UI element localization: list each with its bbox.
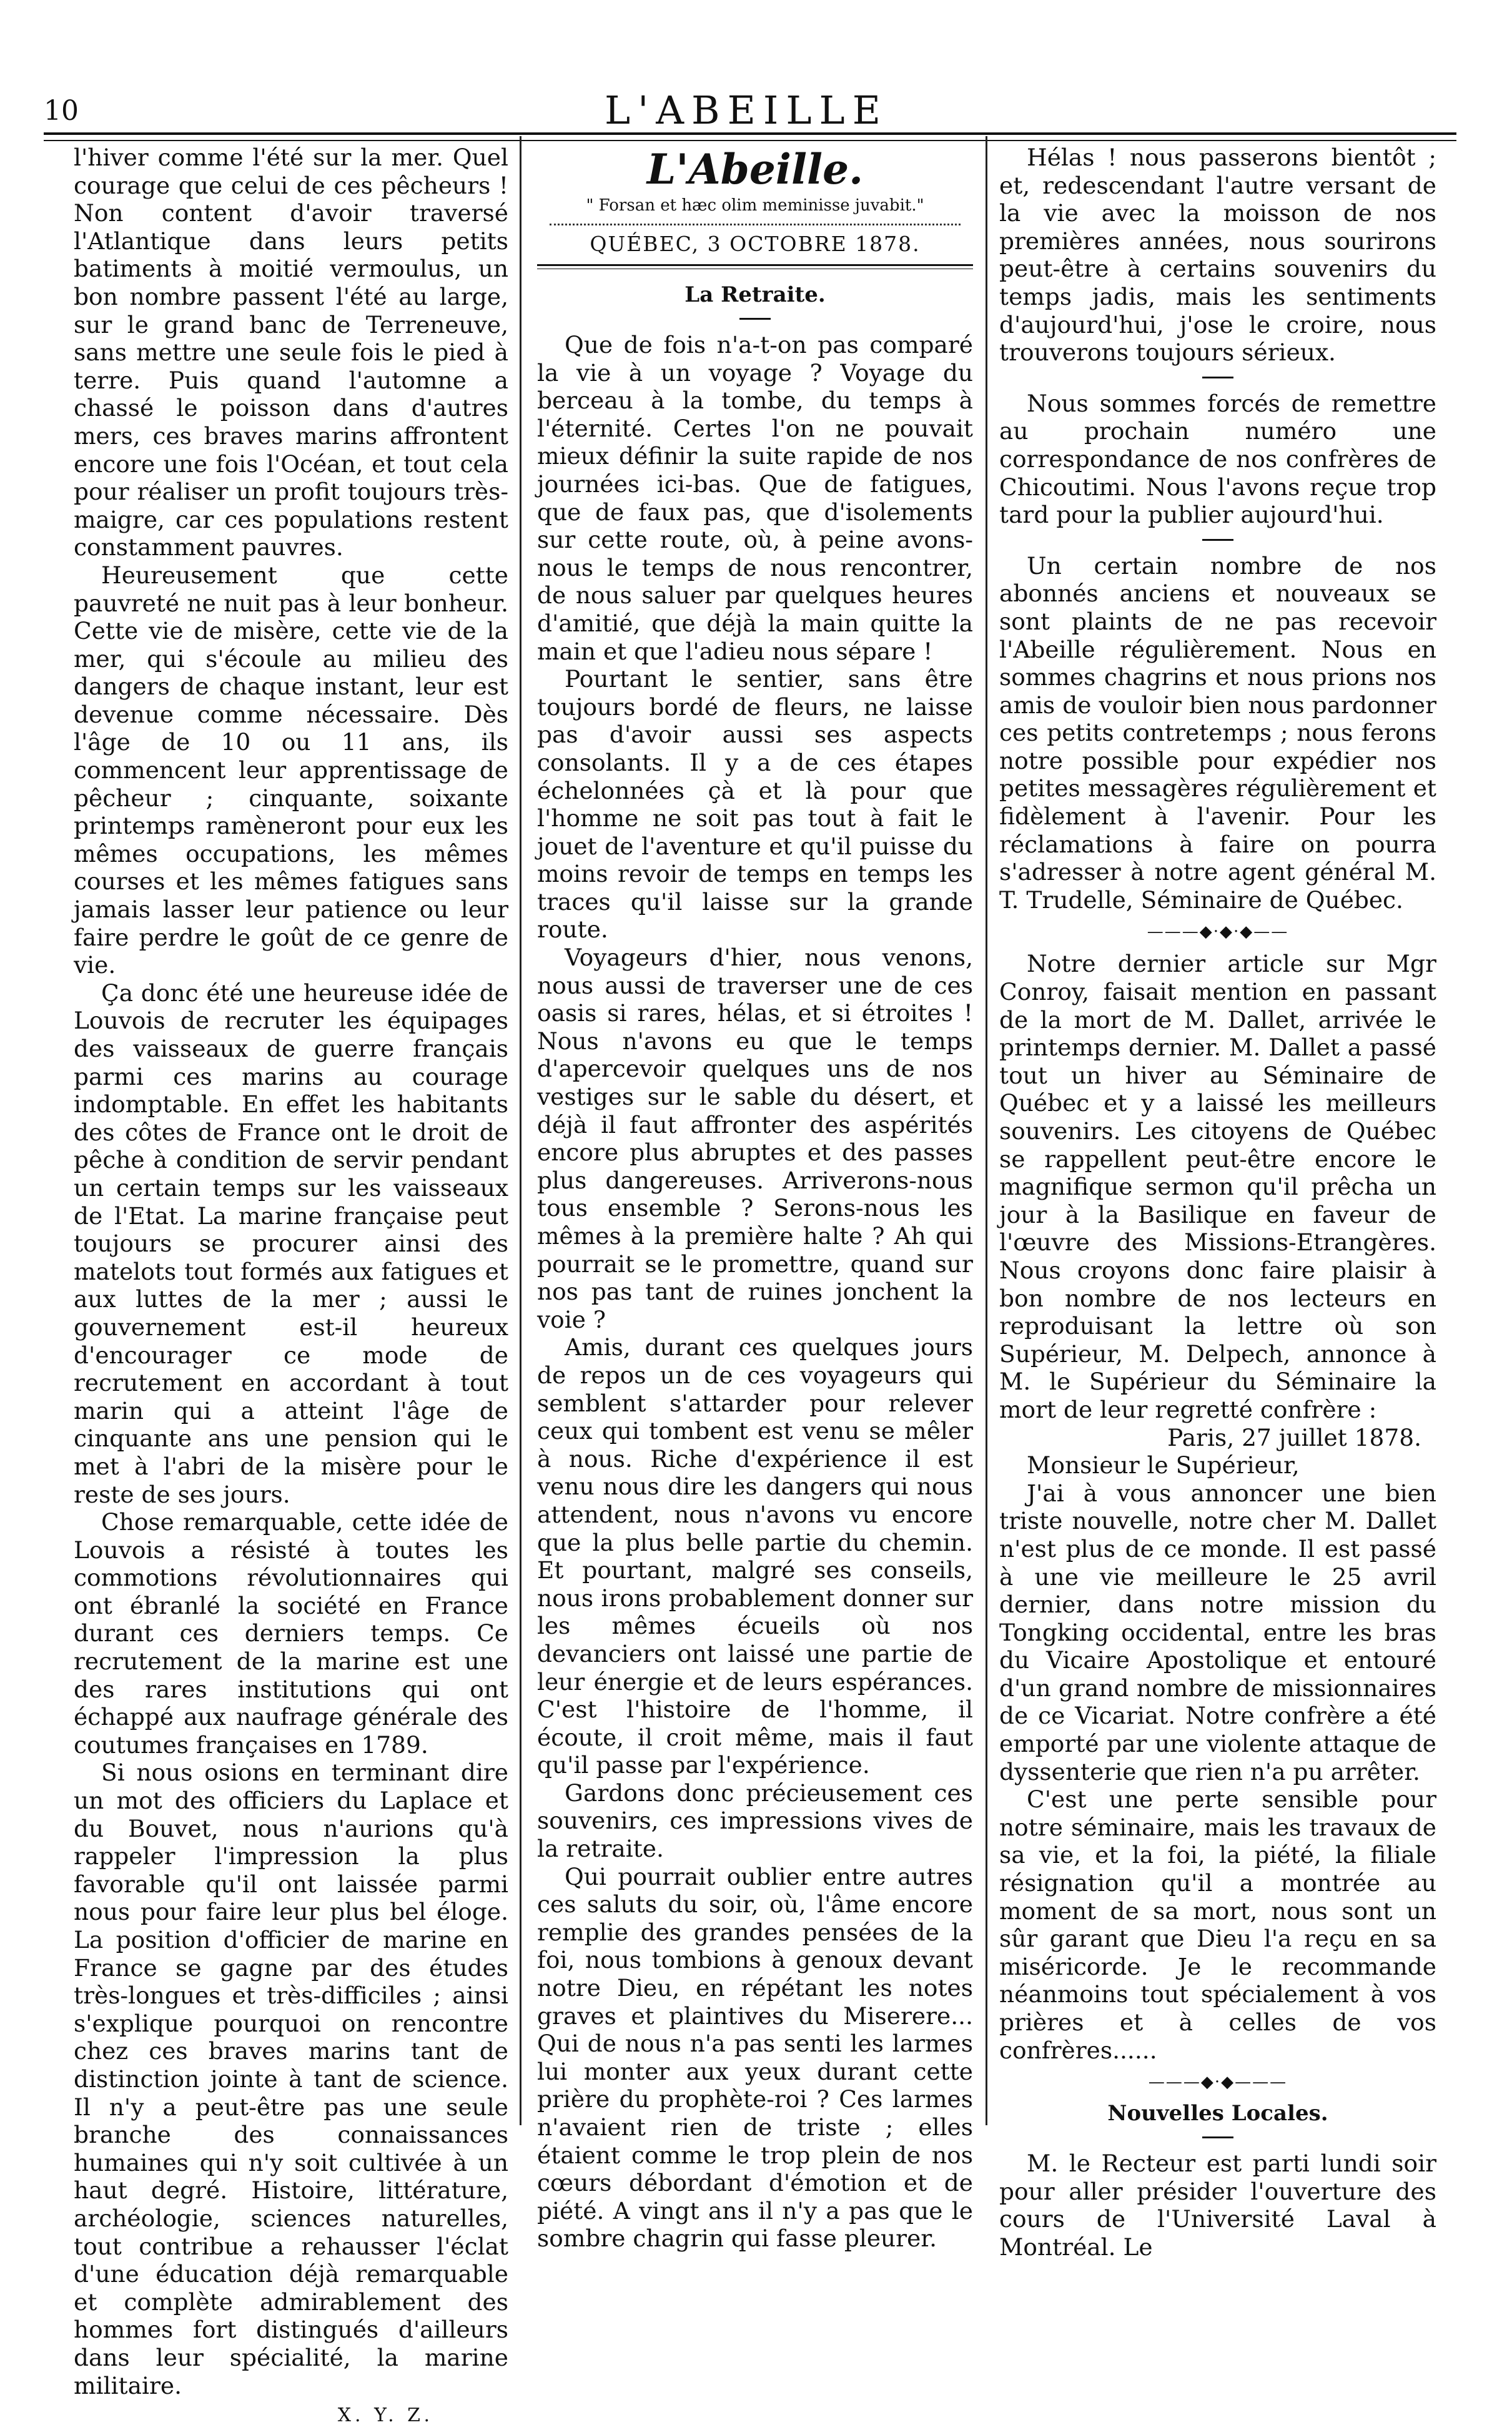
article-paragraph: M. le Recteur est parti lundi soir pour aller présider l'ouverture des cours de l'Université Laval à Montréal. Le (999, 2150, 1436, 2261)
ornament-divider: ———◆·◆——— (1148, 2073, 1288, 2092)
column-rule (986, 136, 987, 2125)
article-paragraph: Gardons donc précieusement ces souvenirs, ces impressions vives de la retraite. (537, 1779, 973, 1863)
article-paragraph: Notre dernier article sur Mgr Conroy, faisait mention en passant de la mort de M. Dallet, arrivée le printemps dernier. M. Dallet a passé tout un hiver au Séminaire de Québec et y a laissé les meilleurs souvenirs. Les citoyens de Québec se rappellent peut-être encore le magnifique sermon qu'il prêcha un jour à la Basilique en faveur de l'œuvre des Missions-Etrangères. Nous croyons donc faire plaisir à bon nombre de nos lecteurs en reproduisant la lettre où son Supérieur, M. Delpech, annonce à M. le Supérieur du Séminaire la mort de leur regretté confrère : (999, 950, 1436, 1423)
header-rule (44, 132, 1456, 141)
short-rule (1202, 539, 1233, 541)
notice-paragraph: Nous sommes forcés de remettre au prochain numéro une correspondance de nos confrères de Chicoutimi. Nous l'avons reçue trop tard pour la publier aujourd'hui. (999, 389, 1436, 529)
editorial-logo: L'Abeille. (646, 145, 864, 194)
dotted-rule (550, 224, 961, 225)
column-3 (999, 144, 1436, 2261)
article-paragraph: Que de fois n'a-t-on pas comparé la vie à un voyage ? Voyage du berceau à la tombe, du temps à l'éternité. Certes l'on ne pouvait mieux définir la suite rapide de nos journées ici-bas. Que de fatigues, que de faux pas, que d'isolements sur cette route, où, à peine avons-nous le temps de nous rencontrer, de nous saluer par quelques heures d'amitié, que déjà la main quitte la main et que l'adieu nous sépare ! (537, 331, 973, 665)
short-rule (739, 318, 771, 320)
ornament-divider: ———◆·◆·◆—— (1147, 922, 1289, 942)
article-paragraph: Pourtant le sentier, sans être toujours bordé de fleurs, ne laisse pas d'avoir aussi ses aspects consolants. Il y a de ces étapes échelonnées çà et là pour que l'homme ne soit pas tout à fait le jouet de l'aventure et qu'il puisse du moins revoir de temps en temps les traces qu'il laisse sur la grande route. (537, 665, 973, 944)
column-2 (537, 144, 973, 2253)
letter-paragraph: J'ai à vous annoncer une bien triste nouvelle, notre cher M. Dallet n'est plus de ce monde. Il est passé à une vie meilleure le 25 avril dernier, dans notre mission du Tongking occidental, entre les bras du Vicaire Apostolique et entouré d'un grand nombre de missionnaires de ce Vicariat. Notre confrère a été emporté par une violente attaque de dyssenterie que rien n'a pu arrêter. (999, 1479, 1436, 1785)
dateline: QUÉBEC, 3 OCTOBRE 1878. (590, 232, 921, 256)
masthead-title: L'ABEILLE (605, 87, 888, 133)
page-number: 10 (44, 95, 79, 127)
editorial-motto: " Forsan et hæc olim meminisse juvabit." (586, 196, 924, 215)
section-title: La Retraite. (684, 282, 826, 307)
article-paragraph: Heureusement que cette pauvreté ne nuit pas à leur bonheur. Cette vie de misère, cette vie de la mer, qui s'écoule au milieu des dangers de chaque instant, leur est devenue comme nécessaire. Dès l'âge de 10 ou 11 ans, ils commencent leur apprentissage de pêcheur ; cinquante, soixante printemps ramèneront pour eux les mêmes occupations, les mêmes courses et les mêmes fatigues sans jamais lasser leur patience ou leur faire perdre le goût de ce genre de vie. (74, 561, 508, 979)
short-rule (1202, 2136, 1233, 2138)
short-rule (1202, 377, 1233, 378)
column-rule (520, 136, 521, 2125)
letter-salutation: Monsieur le Supérieur, (1027, 1451, 1300, 1479)
article-paragraph: Voyageurs d'hier, nous venons, nous aussi de traverser une de ces oasis si rares, hélas, et si étroites ! Nous n'avons eu que le temps d'apercevoir quelques uns de nos vestiges sur le sable du désert, et déjà il faut affronter des aspérités encore plus abruptes et des passes plus dangereuses. Arriverons-nous tous ensemble ? Serons-nous les mêmes à la première halte ? Ah qui pourrait se le promettre, quand sur nos pas tant de ruines jonchent la voie ? (537, 944, 973, 1333)
editorial-masthead (537, 147, 973, 216)
article-paragraph: Qui pourrait oublier entre autres ces saluts du soir, où, l'âme encore remplie des grandes pensées de la foi, nous tombions à genoux devant notre Dieu, en répétant les notes graves et plaintives du Miserere... Qui de nous n'a pas senti les larmes lui monter aux yeux durant cette prière du prophète-roi ? Ces larmes n'avaient rien de triste ; elles étaient comme le trop plein de nos cœurs débordant d'émotion et de piété. A vingt ans il n'y a pas que le sombre chagrin qui fasse pleurer. (537, 1862, 973, 2253)
notice-paragraph: Un certain nombre de nos abonnés anciens et nouveaux se sont plaints de ne pas recevoir l'Abeille régulièrement. Nous en sommes chagrins et nous prions nos amis de vouloir bien nous pardonner ces petits contretemps ; nous ferons notre possible pour expédier nos petites messagères régulièrement et fidèlement à l'avenir. Pour les réclamations à faire on pourra s'adresser à notre agent général M. T. Trudelle, Séminaire de Québec. (999, 551, 1436, 914)
section-title: Nouvelles Locales. (1107, 2101, 1328, 2126)
letter-paragraph: C'est une perte sensible pour notre séminaire, mais les travaux de sa vie, et la foi, la piété, la filiale résignation qu'il a montrée au moment de sa mort, nous sont un sûr garant que Dieu l'a reçu en sa miséricorde. Je le recommande néanmoins tout spécialement à vos prières et à celles de vos confrères...... (999, 1785, 1436, 2064)
article-paragraph: Si nous osions en terminant dire un mot des officiers du Laplace et du Bouvet, nous n'aurions qu'à rappeler l'impression la plus favorable qu'il ont laissée parmi nous pour faire leur plus bel éloge. La position d'officier de marine en France se gagne par des études très-longues et très-difficiles ; ainsi s'explique pourquoi on rencontre chez ces braves marins tant de distinction jointe à tant de science. Il n'y a peut-être pas une seule branche des connaissances humaines qui n'y soit cultivée à un haut degré. Histoire, littérature, archéologie, sciences naturelles, tout contribue a rehausser l'éclat d'une éducation déjà remarquable et complète admirablement des hommes fort distingués d'ailleurs dans leur spécialité, la marine militaire. (74, 1759, 508, 2399)
article-paragraph: l'hiver comme l'été sur la mer. Quel courage que celui de ces pêcheurs ! Non content d'avoir traversé l'Atlantique dans leurs petits batiments à moitié vermoulus, un bon nombre passent l'été au large, sur le grand banc de Terreneuve, sans mettre une seule fois le pied à terre. Puis quand l'automne a chassé le poisson dans d'autres mers, ces braves marins affrontent encore une fois l'Océan, et tout cela pour réaliser un profit toujours très-maigre, car ces populations restent constamment pauvres. (74, 144, 508, 561)
double-rule (537, 264, 973, 269)
article-signature: X. Y. Z. (337, 2404, 433, 2427)
article-paragraph: Amis, durant ces quelques jours de repos un de ces voyageurs qui semblent s'attarder pour relever ceux qui tombent est venu se mêler à nous. Riche d'expérience il est venu nous dire les dangers qui nous attendent, nous n'avons vu encore que la plus belle partie du chemin. Et pourtant, malgré ses conseils, nous irons probablement donner sur les mêmes écueils où nos devanciers ont laissé une partie de leur énergie et de leurs espérances. C'est l'histoire de l'homme, il écoute, il croit même, mais il faut qu'il passe par l'expérience. (537, 1333, 973, 1779)
letter-place-date: Paris, 27 juillet 1878. (1167, 1423, 1421, 1451)
column-1 (74, 144, 508, 2430)
article-paragraph: Hélas ! nous passerons bientôt ; et, redescendant l'autre versant de la vie avec la moisson de nos premières années, nous sourirons peut-être à certains souvenirs du temps jadis, mais les sentiments d'aujourd'hui, j'ose le croire, nous trouverons toujours sérieux. (999, 144, 1436, 367)
article-paragraph: Ça donc été une heureuse idée de Louvois de recruter les équipages des vaisseaux de guerre français parmi ces marins au courage indomptable. En effet les habitants des côtes de France ont le droit de pêche à condition de servir pendant un certain temps sur les vaisseaux de l'Etat. La marine française peut toujours se procurer ainsi des matelots tout formés aux fatigues et aux luttes de la mer ; aussi le gouvernement est-il heureux d'encourager ce mode de recrutement en accordant à tout marin qui a atteint l'âge de cinquante ans une pension qui le met à l'abri de la misère pour le reste de ses jours. (74, 979, 508, 1508)
article-paragraph: Chose remarquable, cette idée de Louvois a résisté à toutes les commotions révolutionnaires qui ont ébranlé la société en France durant ces derniers temps. Ce recrutement de la marine est une des rares institutions qui ont échappé aux naufrage générale des coutumes françaises en 1789. (74, 1508, 508, 1759)
